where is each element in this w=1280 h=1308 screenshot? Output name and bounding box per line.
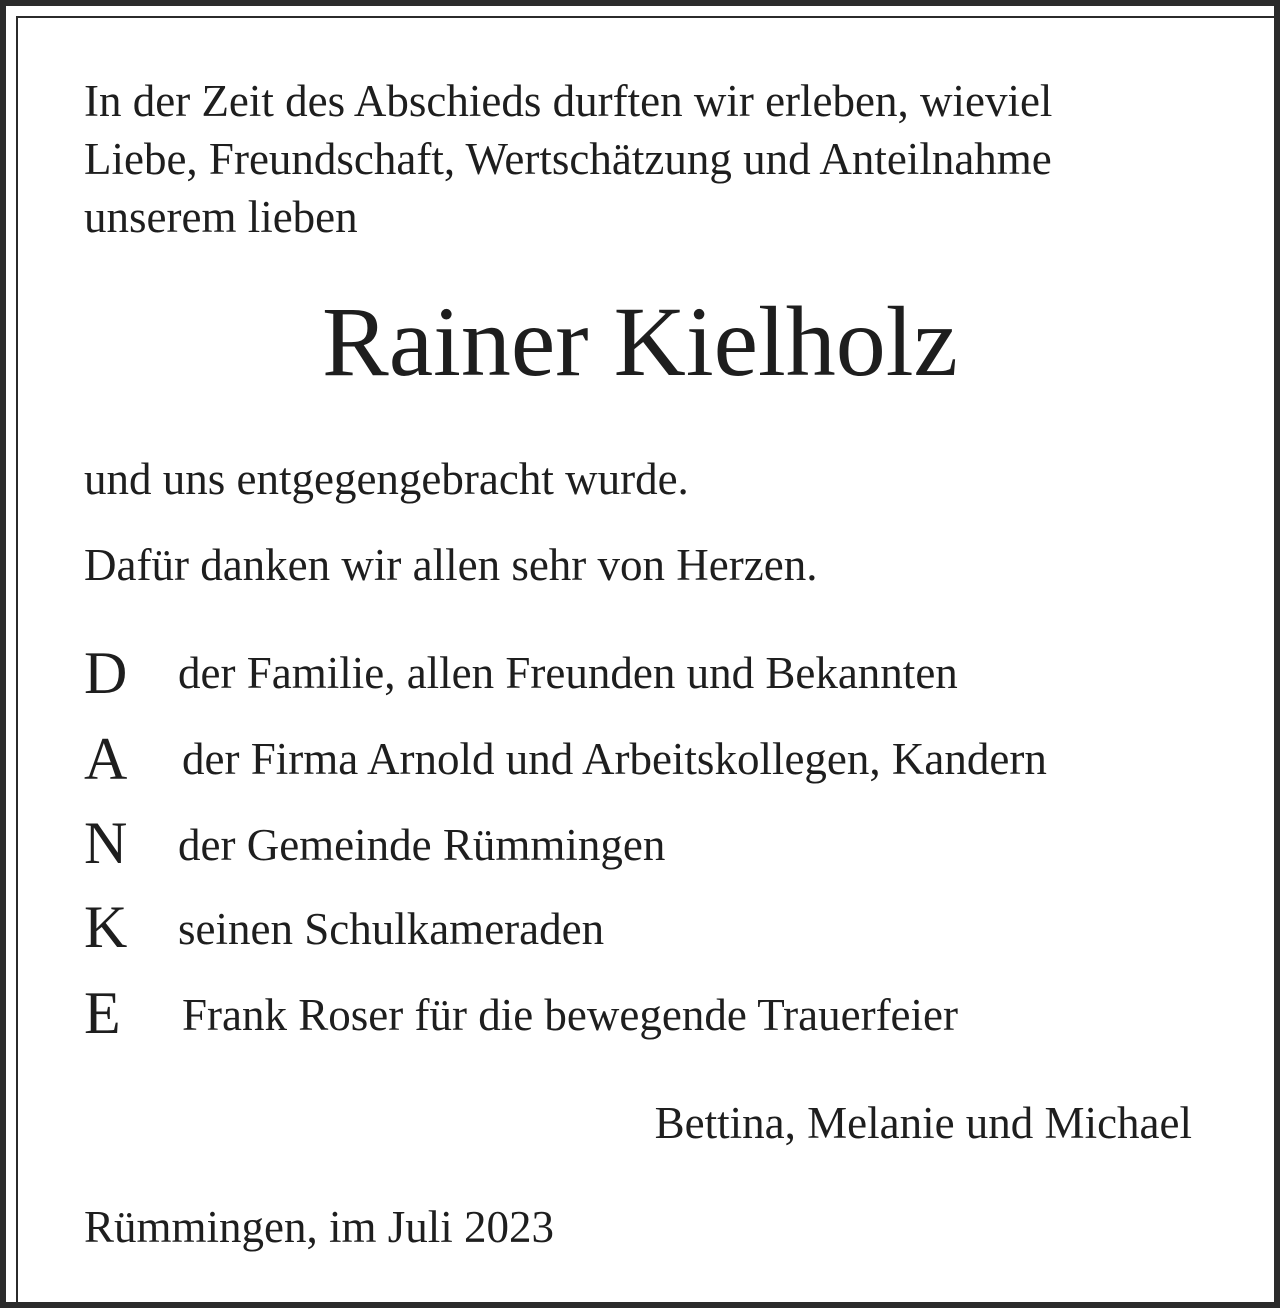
danke-line-e: Frank Roser für die bewegende Trauerfeier — [182, 990, 958, 1040]
signature: Bettina, Melanie und Michael — [654, 1098, 1192, 1148]
danke-letter-d: D — [84, 640, 128, 706]
danke-line-d: der Familie, allen Freunden und Bekannten — [178, 648, 958, 698]
intro-line-2: Liebe, Freundschaft, Wertschätzung und Anteilnahme — [84, 134, 1052, 184]
danke-letter-k: K — [84, 894, 128, 960]
deceased-name: Rainer Kielholz — [322, 286, 958, 397]
danke-line-a: der Firma Arnold und Arbeitskollegen, Kandern — [182, 734, 1047, 784]
place-date: Rümmingen, im Juli 2023 — [84, 1202, 555, 1252]
danke-letter-n: N — [84, 810, 128, 876]
paragraph-received: und uns entgegengebracht wurde. — [84, 454, 689, 504]
intro-line-3: unserem lieben — [84, 192, 358, 242]
danke-line-k: seinen Schulkameraden — [178, 904, 605, 954]
intro-text — [84, 72, 1052, 246]
paragraph-thanks: Dafür danken wir allen sehr von Herzen. — [84, 540, 818, 590]
intro-line-1: In der Zeit des Abschieds durften wir erleben, wieviel — [84, 76, 1053, 126]
danke-line-n: der Gemeinde Rümmingen — [178, 820, 666, 870]
danke-letter-a: A — [84, 726, 128, 792]
danke-letter-e: E — [84, 980, 121, 1046]
